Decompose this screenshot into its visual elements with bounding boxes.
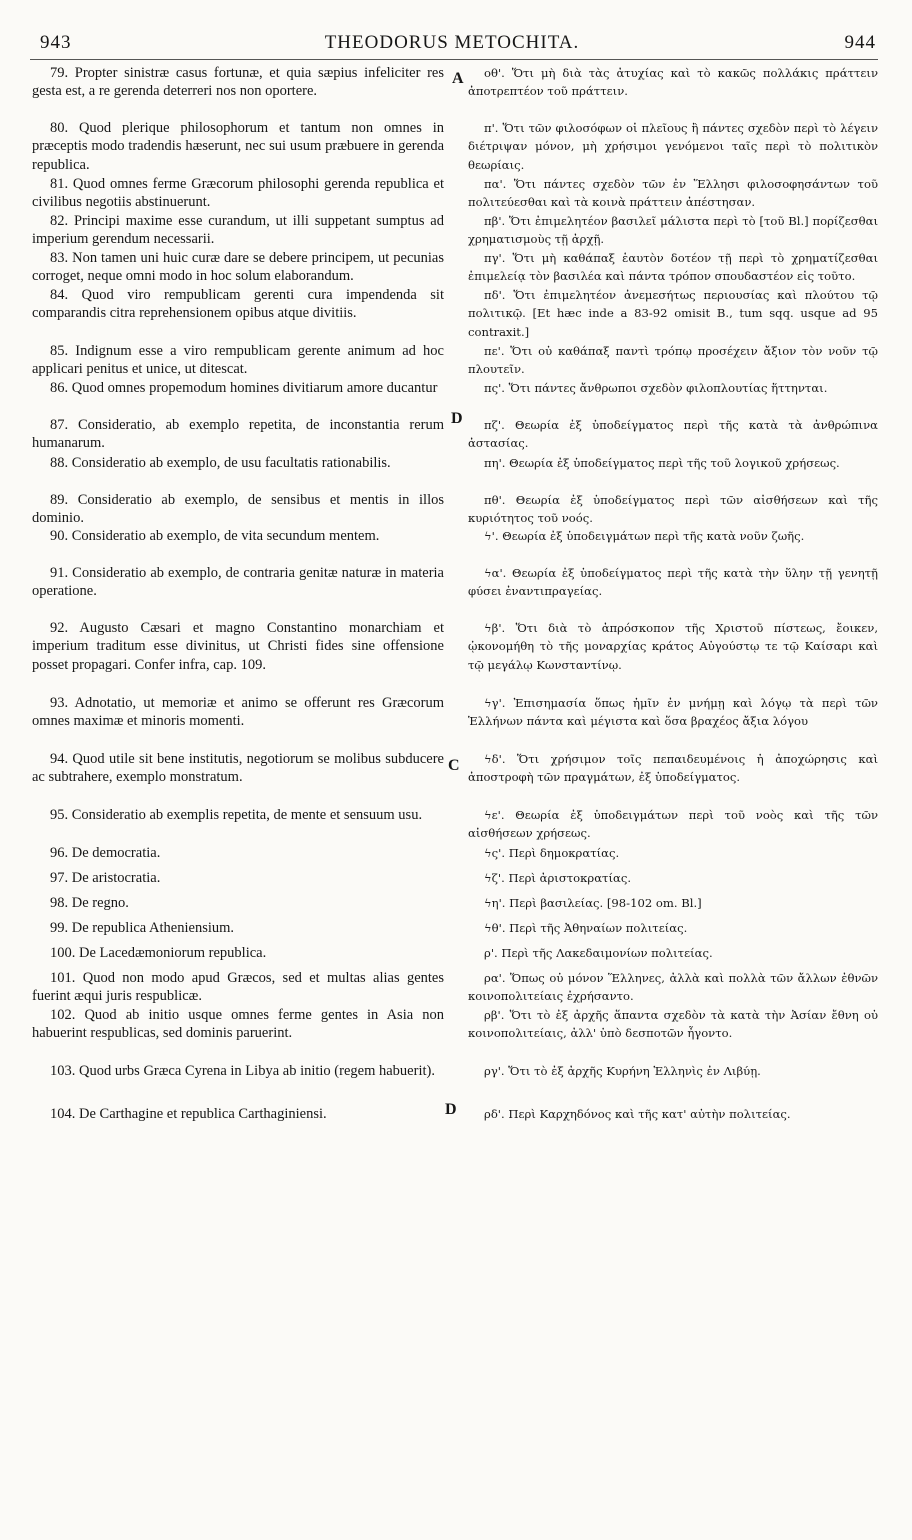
margin-letter: D <box>445 1101 457 1118</box>
greek-entry: ϟε'. Θεωρία ἐξ ὑποδειγμάτων περὶ τοῦ νοὸς καὶ τῆς τῶν αἰσθήσεων χρήσεως. <box>468 808 878 841</box>
greek-entry: ϟγ'. Ἐπισημασία ὅπως ἡμῖν ἐν μνήμῃ καὶ λόγῳ τὰ περὶ τῶν Ἑλλήνων πάντα καὶ μέγιστα καὶ ὅσα βραχέος ἄξια λόγου <box>468 696 878 729</box>
latin-entry: 97. De aristocratia. <box>50 870 161 886</box>
latin-entry: 92. Augusto Cæsari et magno Constantino monarchiam et imperium traditum esse divinitus, ut Christi fides sine offensione posset propagari. Confer infra, cap. 109. <box>32 620 444 673</box>
latin-entry: 82. Principi maxime esse curandum, ut illi suppetant sumptus ad imperium gerendum necessarii. <box>32 213 444 248</box>
latin-entry: 98. De regno. <box>50 895 129 911</box>
latin-entry: 99. De republica Atheniensium. <box>50 920 235 936</box>
greek-entry: πγ'. Ὅτι μὴ καθάπαξ ἑαυτὸν δοτέον τῇ περὶ τὸ χρηματίζεσθαι ἐπιμελείᾳ τὸν βασιλέα καὶ πάντα τρόπον σπουδαστέον εἰς τοῦτο. <box>468 251 878 284</box>
greek-entry: πθ'. Θεωρία ἐξ ὑποδείγματος περὶ τῶν αἰσθήσεων καὶ τῆς κυριότητος τοῦ νοός. <box>468 493 878 526</box>
latin-entry: 80. Quod plerique philosophorum et tantum non omnes in præceptis modo tradendis hæserunt, nec sui usum præbuere in gerenda republica. <box>32 120 444 173</box>
greek-entry: ρα'. Ὅπως οὐ μόνον Ἕλληνες, ἀλλὰ καὶ πολλὰ τῶν ἄλλων ἐθνῶν κοινοπολιτείαις ἐχρήσαντο. <box>468 971 878 1004</box>
latin-entry: 95. Consideratio ab exemplis repetita, de mente et sensuum usu. <box>50 807 423 823</box>
page-number-right: 944 <box>844 32 876 53</box>
latin-entry: 79. Propter sinistræ casus fortunæ, et quia sæpius infeliciter res gesta est, a re gerenda deterreri nos non oportere. <box>32 65 444 100</box>
latin-entry: 103. Quod urbs Græca Cyrena in Libya ab initio (regem habuerit). <box>50 1063 435 1079</box>
latin-entry: 85. Indignum esse a viro rempublicam gerente animum ad hoc applicari penitus et unice, ut ditescat. <box>32 343 444 378</box>
latin-entry: 83. Non tamen uni huic curæ dare se debere principem, ut pecunias corroget, neque omni modo in hoc solum elaborandum. <box>32 250 444 285</box>
greek-entry: πζ'. Θεωρία ἐξ ὑποδείγματος περὶ τῆς κατὰ τὰ ἀνθρώπινα ἀστασίας. <box>468 418 878 451</box>
greek-entry: οθ'. Ὅτι μὴ διὰ τὰς ἀτυχίας καὶ τὸ κακῶς πολλάκις πράττειν ἀποτρεπτέον τοῦ πράττειν. <box>468 66 878 99</box>
greek-entry: ρβ'. Ὅτι τὸ ἐξ ἀρχῆς ἅπαντα σχεδὸν τὰ κατὰ τὴν Ἀσίαν ἔθνη οὐ κοινοπολιτείαις, ἀλλ' ὑπὸ δεσποτῶν ἦγοντο. <box>468 1008 878 1041</box>
greek-entry: πβ'. Ὅτι ἐπιμελητέον βασιλεῖ μάλιστα περὶ τὸ [τοῦ Bl.] πορίζεσθαι χρηματισμοὺς τῇ ἀρχῇ. <box>468 214 878 247</box>
greek-entry: π'. Ὅτι τῶν φιλοσόφων οἱ πλεῖους ἢ πάντες σχεδὸν περὶ τὸ λέγειν διέτριψαν μόνον, μὴ χρήσιμοι γενόμενοι ταῖς περὶ τὸ πολιτικὸν θεωρίαις. <box>468 121 878 172</box>
greek-entry: ϟη'. Περὶ βασιλείας. [98-102 om. Bl.] <box>484 896 702 910</box>
latin-entry: 87. Consideratio, ab exemplo repetita, de inconstantia rerum humanarum. <box>32 417 444 452</box>
latin-entry: 84. Quod viro rempublicam gerenti cura impendenda sit comparandis citra reprehensionem opibus atque divitiis. <box>32 287 444 322</box>
greek-entry: ϟς'. Περὶ δημοκρατίας. <box>484 846 620 860</box>
latin-entry: 96. De democratia. <box>50 845 161 861</box>
greek-entry: πς'. Ὅτι πάντες ἄνθρωποι σχεδὸν φιλοπλουτίας ἥττηνται. <box>484 381 828 395</box>
greek-entry: ϟζ'. Περὶ ἀριστοκρατίας. <box>484 871 632 885</box>
running-header <box>28 32 876 58</box>
latin-entry: 100. De Lacedæmoniorum republica. <box>50 945 267 961</box>
greek-entry: ϟ'. Θεωρία ἐξ ὑποδειγμάτων περὶ τῆς κατὰ νοῦν ζωῆς. <box>484 529 805 543</box>
page-number-left: 943 <box>40 32 72 53</box>
running-title: THEODORUS METOCHITA. <box>324 32 580 53</box>
latin-entry: 88. Consideratio ab exemplo, de usu facultatis rationabilis. <box>50 455 391 471</box>
latin-entry: 81. Quod omnes ferme Græcorum philosophi gerenda republica et civilibus negotiis abstinuerunt. <box>32 176 444 211</box>
greek-entry: ϟδ'. Ὅτι χρήσιμον τοῖς πεπαιδευμένοις ἡ ἀποχώρησις καὶ ἀποστροφὴ τῶν πραγμάτων, ἐξ ὑποδείγματος. <box>468 752 878 785</box>
greek-entry: πδ'. Ὅτι ἐπιμελητέον ἀνεμεσήτως περιουσίας καὶ πλούτου τῷ πολιτικῷ. [Et hæc inde a 83-92 omisit B., tum sqq. usque ad 95 contraxit.] <box>468 288 878 339</box>
latin-entry: 86. Quod omnes propemodum homines divitiarum amore ducantur <box>50 380 438 396</box>
latin-entry: 102. Quod ab initio usque omnes ferme gentes in Asia non habuerint respublicas, sed dominis paruerint. <box>32 1007 444 1042</box>
margin-letter: C <box>448 757 460 774</box>
margin-letter: A <box>452 70 464 87</box>
greek-entry: ρ'. Περὶ τῆς Λακεδαιμονίων πολιτείας. <box>484 946 713 960</box>
latin-entry: 104. De Carthagine et republica Carthaginiensi. <box>50 1106 327 1122</box>
header-rule <box>30 59 878 60</box>
latin-entry: 94. Quod utile sit bene institutis, negotiorum se molibus subducere ac subtrahere, exemplo monstratum. <box>32 751 444 786</box>
greek-entry: πα'. Ὅτι πάντες σχεδὸν τῶν ἐν Ἕλλησι φιλοσοφησάντων τοῦ πολιτεύεσθαι καὶ τὰ κοινὰ πράττειν ἀπέστησαν. <box>468 177 878 210</box>
greek-entry: ϟα'. Θεωρία ἐξ ὑποδείγματος περὶ τῆς κατὰ τὴν ὕλην τῇ γενητῇ φύσει ἐναντιπραγείας. <box>468 566 878 599</box>
greek-entry: ρδ'. Περὶ Καρχηδόνος καὶ τῆς κατ' αὐτὴν πολιτείας. <box>484 1107 791 1121</box>
latin-entry: 93. Adnotatio, ut memoriæ et animo se offerunt res Græcorum omnes maximæ et minoris momenti. <box>32 695 444 730</box>
greek-entry: ϟθ'. Περὶ τῆς Ἀθηναίων πολιτείας. <box>484 921 688 935</box>
latin-entry: 89. Consideratio ab exemplo, de sensibus et mentis in illos dominio. <box>32 492 444 527</box>
greek-entry: ργ'. Ὅτι τὸ ἐξ ἀρχῆς Κυρήνη Ἑλληνὶς ἐν Λιβύῃ. <box>484 1064 761 1078</box>
latin-entry: 101. Quod non modo apud Græcos, sed et multas alias gentes fuerint æqui juris respublicæ. <box>32 970 444 1005</box>
greek-entry: ϟβ'. Ὅτι διὰ τὸ ἀπρόσκοπον τῆς Χριστοῦ πίστεως, ἔοικεν, ᾠκονομήθη τὸ τῆς μοναρχίας κράτος Αὐγούστῳ τε τῷ Καίσαρι καὶ τῷ μεγάλῳ Κωνσταντίνῳ. <box>468 621 878 672</box>
margin-letter: D <box>451 410 463 427</box>
latin-entry: 91. Consideratio ab exemplo, de contraria genitæ naturæ in materia operatione. <box>32 565 444 600</box>
greek-entry: πη'. Θεωρία ἐξ ὑποδείγματος περὶ τῆς τοῦ λογικοῦ χρήσεως. <box>484 456 840 470</box>
latin-entry: 90. Consideratio ab exemplo, de vita secundum mentem. <box>50 528 380 544</box>
greek-entry: πε'. Ὅτι οὐ καθάπαξ παντὶ τρόπῳ προσέχειν ἄξιον τὸν νοῦν τῷ πλουτεῖν. <box>468 344 878 377</box>
